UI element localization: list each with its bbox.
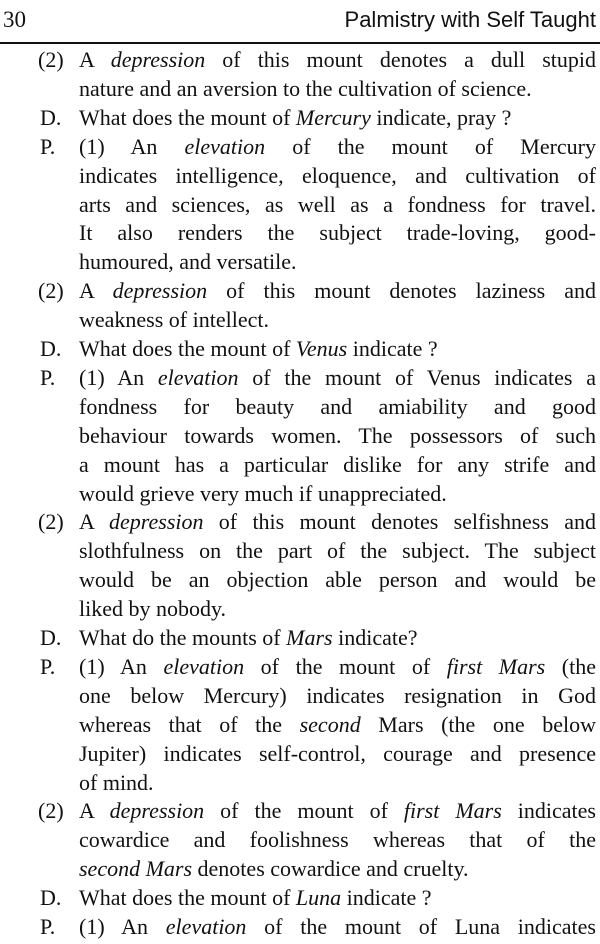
italic-term: Mars [286,625,333,650]
line-prefix: D. [40,625,62,650]
text-run: What do the mounts of [79,625,287,650]
italic-term: Luna [295,885,342,911]
text-run: would grieve very much if unappreciated. [79,480,447,506]
text-line [79,451,596,479]
text-line [79,537,596,565]
text-run: of the mount of [204,798,404,824]
text-run: of this mount denotes laziness and [207,278,596,304]
text-line [79,162,596,190]
text-line [79,595,596,623]
text-run: indicate ? [347,336,438,361]
page-number: 30 [3,7,26,32]
text-line [79,913,596,941]
text-line [79,624,596,652]
text-run: liked by nobody. [79,596,227,622]
text-line [79,133,596,161]
italic-term: depression [112,278,208,304]
line-prefix: D. [40,104,62,130]
italic-term: first Mars [446,653,546,679]
text-run: humoured, and versatile. [79,249,297,275]
page-header [0,0,600,40]
italic-term: depression [110,47,206,72]
text-run: (the [545,653,596,679]
text-run: of the mount of [244,653,447,679]
text-run: behaviour towards women. The possessors of such [79,422,596,448]
line-prefix: (2) [38,278,64,304]
text-run: of the mount of Luna indicates [246,914,596,939]
text-run: of this mount denotes a dull stupid [205,47,596,72]
line-prefix: (2) [38,509,64,535]
line-prefix: (2) [38,47,64,72]
italic-term: elevation [165,914,247,939]
header-rule [0,42,600,44]
italic-term: second Mars [79,856,193,882]
text-run: What does the mount of [79,885,296,911]
text-line [79,566,596,594]
text-run: A [79,278,113,304]
running-title: Palmistry with Self Taught [344,7,596,32]
text-run: A [79,509,109,535]
text-run: (1) An [79,914,166,939]
text-line [79,422,596,450]
italic-term: elevation [184,133,266,159]
text-run: (1) An [79,133,185,159]
italic-term: elevation [163,653,245,679]
italic-term: first Mars [403,798,502,824]
text-run: indicate, pray ? [370,104,512,130]
text-run: A [79,47,111,72]
text-run: (1) An [79,364,158,390]
text-run: weakness of intellect. [79,307,269,333]
italic-term: elevation [157,364,239,390]
text-run: indicate? [332,625,418,650]
text-line [79,75,596,103]
line-prefix: P. [40,653,56,679]
text-run: indicates [501,798,596,824]
text-line [79,277,596,305]
text-run: denotes cowardice and cruelty. [192,856,469,882]
text-run: slothfulness on the part of the subject. The subject [79,538,596,564]
italic-term: depression [108,509,204,535]
text-run: of this mount denotes selfishness and [203,509,596,535]
text-line [79,769,596,797]
text-run: of mind. [79,769,154,795]
text-run: of the mount of Mercury [265,133,596,159]
text-run: What does the mount of [79,104,296,130]
text-run: cowardice and foolishness whereas that of the [79,827,596,853]
text-line [79,306,596,334]
text-run: (1) An [79,653,164,679]
text-line [79,740,596,768]
text-line [79,826,596,854]
text-run: What does the mount of [79,336,296,361]
text-line [79,104,596,132]
text-line [79,191,596,219]
text-line [79,797,596,825]
text-line [79,335,596,363]
text-line [79,855,596,883]
text-run: indicates intelligence, eloquence, and cultivation of [79,162,596,188]
text-line [79,364,596,392]
text-run: nature and an aversion to the cultivation of science. [79,75,532,101]
text-run: one below Mercury) indicates resignation in God [79,682,596,708]
text-run: It also renders the subject trade-loving, good- [79,220,596,246]
italic-term: Mercury [295,104,371,130]
text-run: Jupiter) indicates self-control, courage and presence [79,740,596,766]
text-line [79,219,596,247]
text-run: arts and sciences, as well as a fondness for travel. [79,191,596,217]
text-line [79,884,596,912]
text-line [79,682,596,710]
italic-term: depression [109,798,205,824]
text-line [79,46,596,74]
line-prefix: (2) [38,798,64,824]
text-line [79,508,596,536]
text-run: A [79,798,110,824]
text-run: Mars (the one below [360,711,596,737]
text-run: indicate ? [341,885,432,911]
line-prefix: D. [40,885,62,911]
line-prefix: D. [40,336,62,361]
text-run: fondness for beauty and amiability and good [79,393,596,419]
text-line [79,248,596,276]
text-run: whereas that of the [79,711,300,737]
italic-term: Venus [295,336,348,361]
line-prefix: P. [40,364,56,390]
line-prefix: P. [40,914,56,939]
line-prefix: P. [40,133,56,159]
italic-term: second [299,711,361,737]
text-line [79,653,596,681]
text-line [79,711,596,739]
text-line [79,393,596,421]
text-line [79,480,596,508]
text-run: a mount has a particular dislike for any strife and [79,451,596,477]
text-run: would be an objection able person and would be [79,567,596,593]
text-run: of the mount of Venus indicates a [238,364,596,390]
